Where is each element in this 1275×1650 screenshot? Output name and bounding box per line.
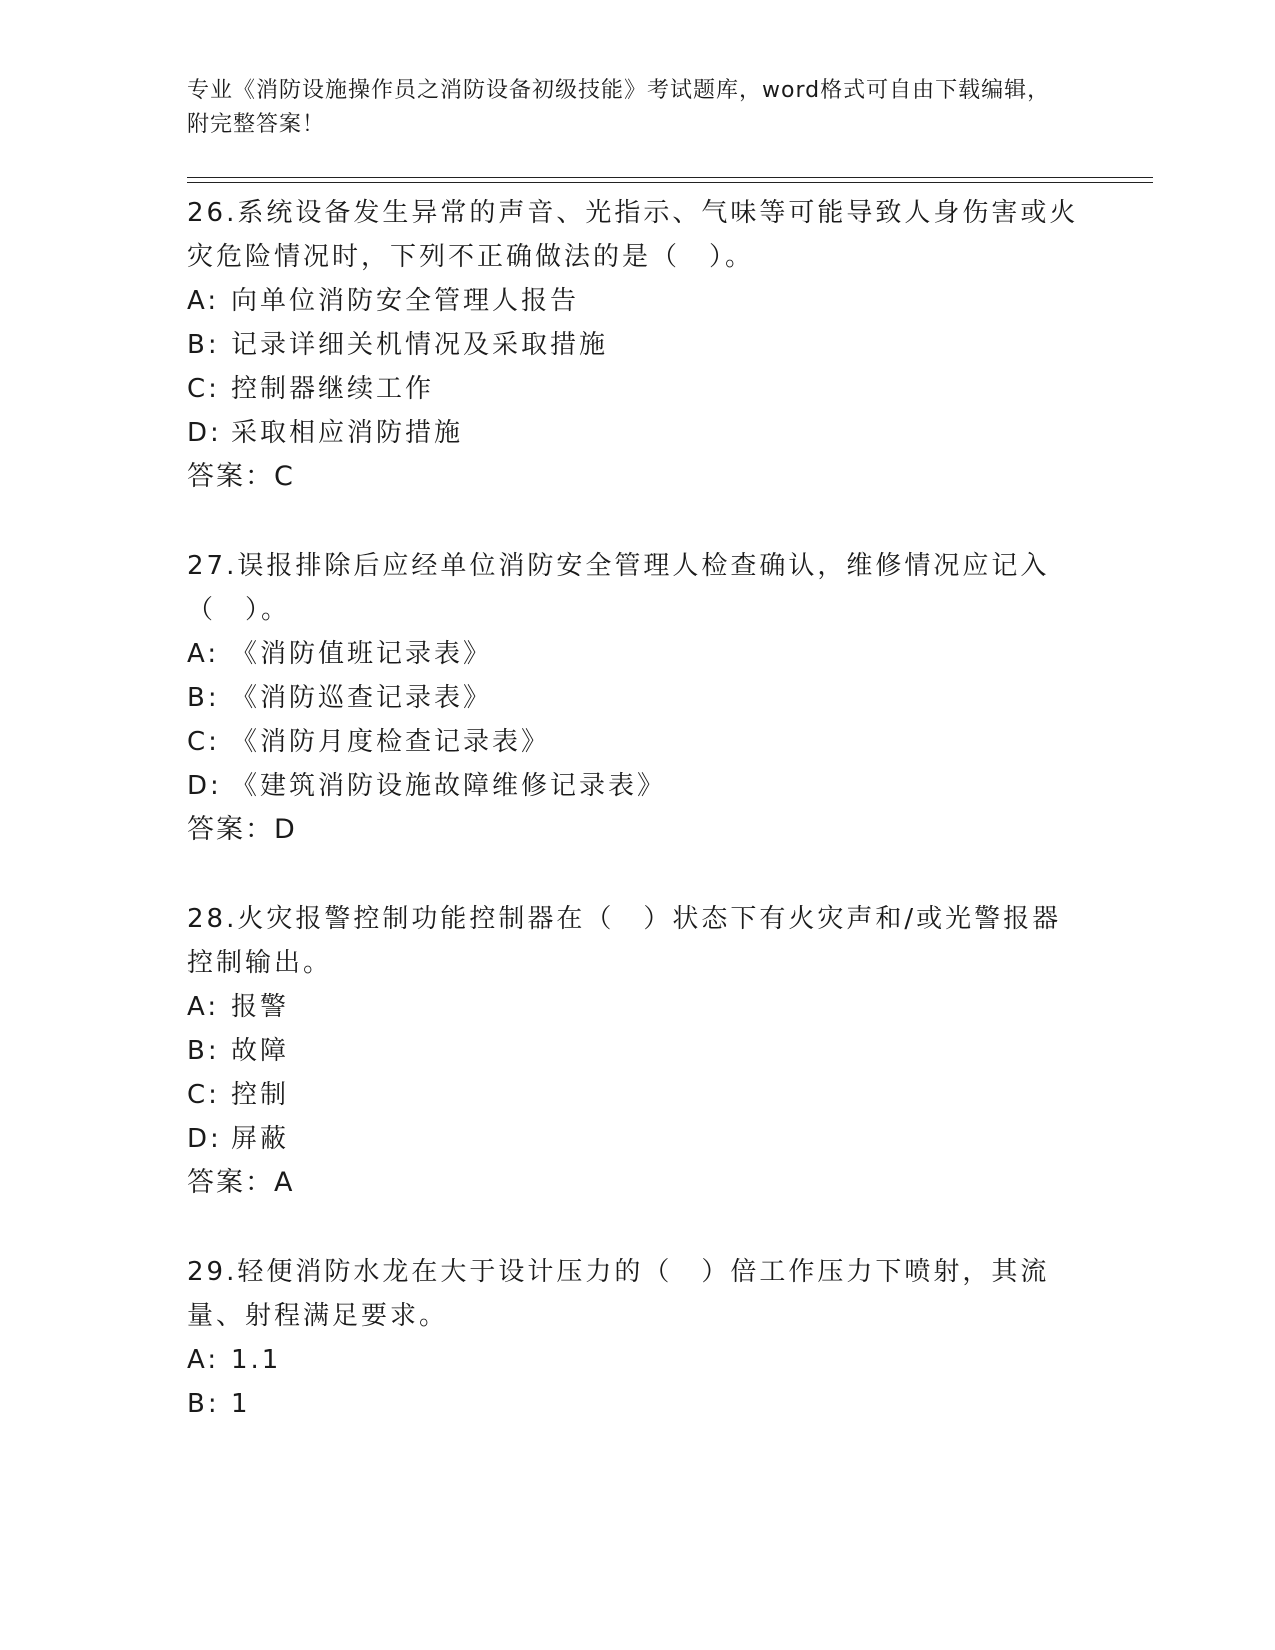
answer-line: 答案：D [187, 814, 297, 845]
option-b [187, 676, 1087, 720]
option-key: A: [187, 286, 220, 316]
option-b [187, 1382, 1087, 1426]
option-text: 故障 [231, 1036, 290, 1066]
option-d [187, 1117, 1087, 1161]
option-c [187, 367, 1087, 411]
option-key: A: [187, 1345, 220, 1375]
option-text: 1 [231, 1389, 251, 1419]
option-key: C: [187, 374, 220, 404]
question-list [187, 189, 1087, 1469]
option-text: 《消防巡查记录表》 [231, 683, 493, 713]
option-b [187, 323, 1087, 367]
option-c [187, 720, 1087, 764]
question-stem: 28.火灾报警控制功能控制器在（ ）状态下有火灾声和/或光警报器控制输出。 [187, 904, 1062, 978]
option-text: 屏蔽 [231, 1124, 290, 1154]
option-a [187, 985, 1087, 1029]
answer-line: 答案：C [187, 461, 295, 492]
option-key: D: [187, 771, 222, 801]
option-a [187, 279, 1087, 323]
option-key: B: [187, 1389, 220, 1419]
question-29 [187, 1248, 1087, 1426]
question-stem: 26.系统设备发生异常的声音、光指示、气味等可能导致人身伤害或火灾危险情况时，下列不正确做法的是（ ）。 [187, 198, 1079, 272]
option-key: B: [187, 683, 220, 713]
option-key: C: [187, 1080, 220, 1110]
option-d [187, 411, 1087, 455]
option-key: B: [187, 1036, 220, 1066]
option-text: 报警 [231, 992, 290, 1022]
option-key: C: [187, 727, 220, 757]
question-26 [187, 189, 1087, 499]
option-key: B: [187, 330, 220, 360]
option-text: 向单位消防安全管理人报告 [231, 286, 580, 316]
question-27 [187, 542, 1087, 852]
option-text: 《消防值班记录表》 [231, 639, 493, 669]
option-a [187, 632, 1087, 676]
header-divider-bottom [187, 182, 1153, 183]
option-c [187, 1073, 1087, 1117]
answer-line: 答案：A [187, 1167, 295, 1198]
option-key: A: [187, 639, 220, 669]
option-text: 1.1 [231, 1345, 282, 1375]
option-text: 《消防月度检查记录表》 [231, 727, 551, 757]
option-text: 《建筑消防设施故障维修记录表》 [231, 771, 667, 801]
option-text: 采取相应消防措施 [231, 418, 464, 448]
option-a [187, 1338, 1087, 1382]
option-d [187, 764, 1087, 808]
option-b [187, 1029, 1087, 1073]
option-text: 控制 [231, 1080, 290, 1110]
option-key: A: [187, 992, 220, 1022]
question-stem: 27.误报排除后应经单位消防安全管理人检查确认，维修情况应记入（ ）。 [187, 551, 1050, 625]
option-text: 控制器继续工作 [231, 374, 435, 404]
question-stem: 29.轻便消防水龙在大于设计压力的（ ）倍工作压力下喷射，其流量、射程满足要求。 [187, 1257, 1050, 1331]
option-key: D: [187, 418, 222, 448]
header-divider-top [187, 177, 1153, 178]
option-text: 记录详细关机情况及采取措施 [231, 330, 609, 360]
question-28 [187, 895, 1087, 1205]
document-header: 专业《消防设施操作员之消防设备初级技能》考试题库，word格式可自由下载编辑，附完整答案！ [187, 78, 1051, 137]
option-key: D: [187, 1124, 222, 1154]
